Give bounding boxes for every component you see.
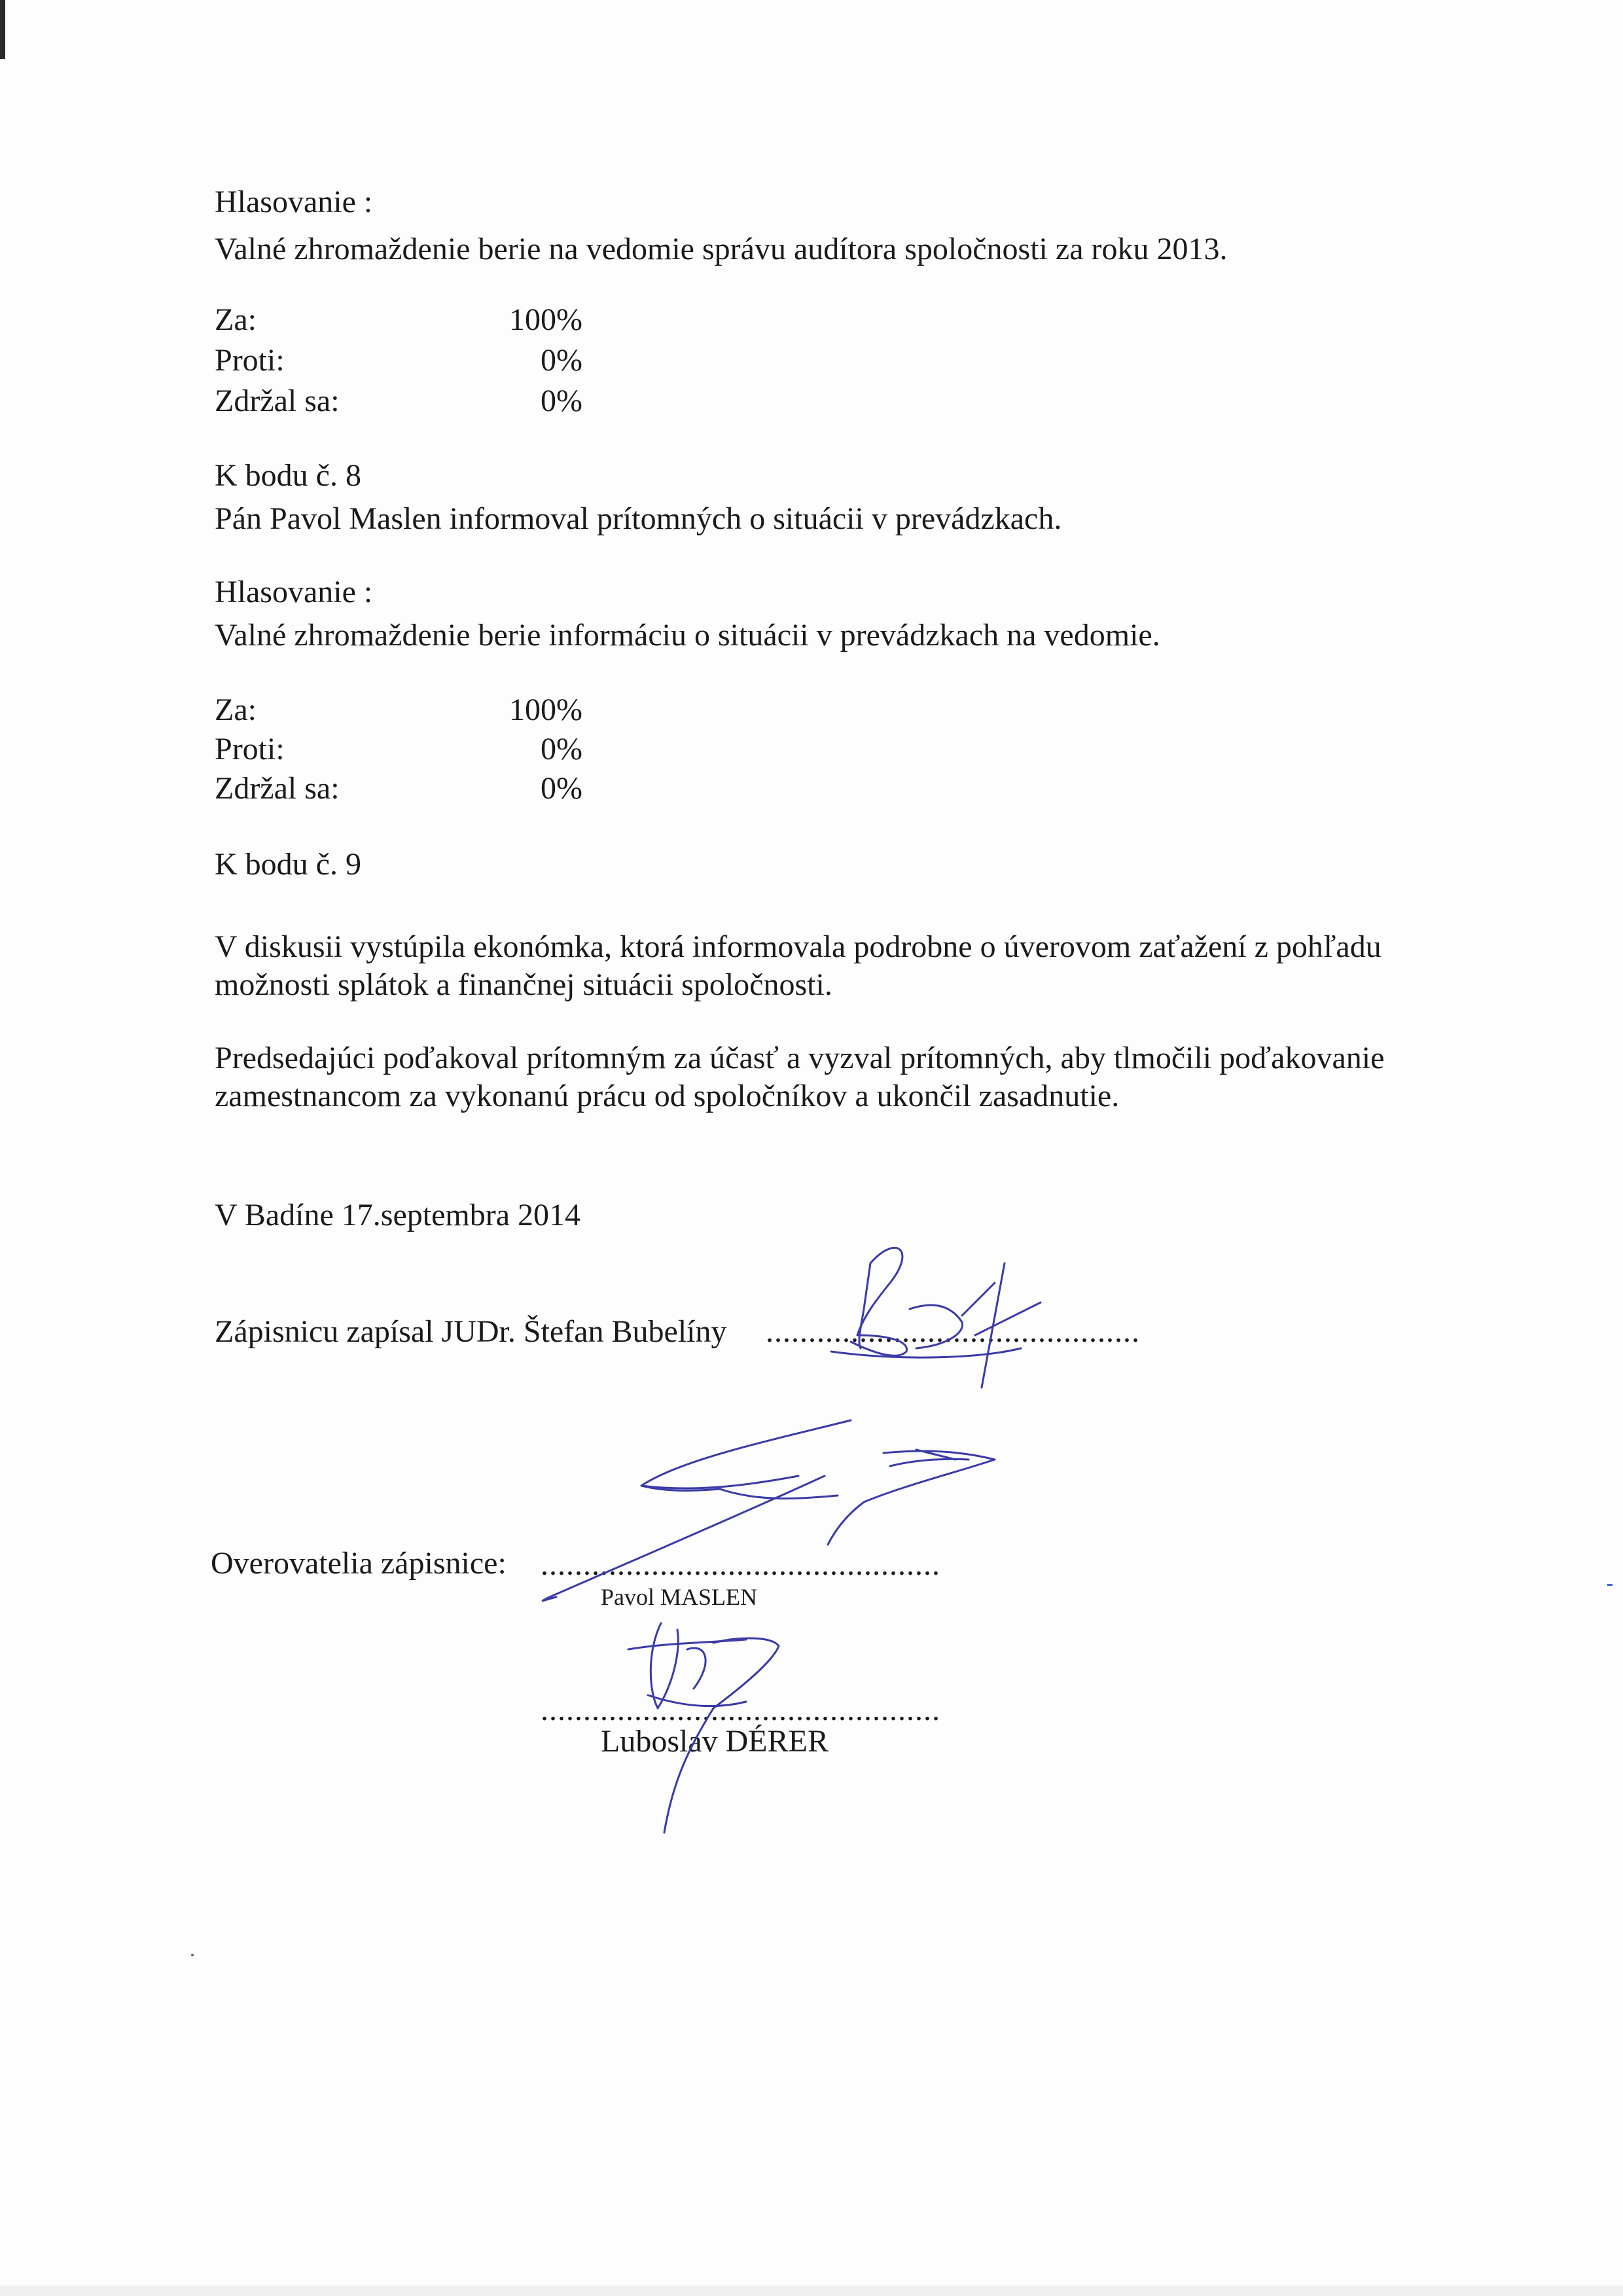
vote-for-label: Za: [215,302,257,337]
verifier1-signature-icon [497,1414,1060,1623]
section-text: Pán Pavol Maslen informoval prítomných o situácii v prevádzkach. [215,501,1062,536]
paragraph-line: zamestnancom za vykonanú prácu od spoločníkov a ukončil zasadnutie. [215,1079,1120,1113]
vote-heading: Hlasovanie : [215,575,373,609]
verifier-name: Luboslav DÉRER [601,1724,829,1759]
signature-line: ............................................ [766,1314,1140,1349]
signature-line: ............................................... [541,1693,940,1727]
paragraph-line: Predsedajúci poďakoval prítomným za účasť a vyzval prítomných, aby tlmočili poďakovanie [215,1041,1385,1075]
verifier-name: Pavol MASLEN [601,1584,758,1610]
recorder-signature-icon [825,1237,1060,1394]
vote-heading: Hlasovanie : [215,185,373,219]
verifier2-signature-icon [615,1610,798,1846]
vote-abstain-value: 0% [541,384,582,418]
verifiers-label: Overovatelia zápisnice: [211,1546,507,1581]
scan-edge-artifact [0,2286,1623,2296]
scan-edge-artifact [0,0,5,59]
recorder-label: Zápisnicu zapísal JUDr. Štefan Bubelíny [215,1314,727,1349]
paragraph-line: V diskusii vystúpila ekonómka, ktorá informovala podrobne o úverovom zaťažení z pohľadu [215,929,1382,964]
section-title: K bodu č. 8 [215,458,361,493]
scan-speck [191,1954,194,1956]
place-date: V Badíne 17.septembra 2014 [215,1198,581,1232]
vote-for-value: 100% [509,302,582,337]
resolution-text: Valné zhromaždenie berie na vedomie správu audítora spoločnosti za roku 2013. [215,232,1228,266]
resolution-text: Valné zhromaždenie berie informáciu o situácii v prevádzkach na vedomie. [215,618,1160,653]
vote-for-value: 100% [509,692,582,727]
vote-abstain-value: 0% [541,771,582,806]
scan-speck [1607,1584,1613,1586]
vote-for-label: Za: [215,692,257,727]
vote-against-value: 0% [541,732,582,766]
vote-against-value: 0% [541,343,582,378]
vote-against-label: Proti: [215,343,285,378]
signature-line: ............................................... [541,1547,940,1582]
paragraph-line: možnosti splátok a finančnej situácii spoločnosti. [215,967,832,1002]
vote-abstain-label: Zdržal sa: [215,771,340,806]
vote-against-label: Proti: [215,732,285,766]
section-title: K bodu č. 9 [215,847,361,882]
vote-abstain-label: Zdržal sa: [215,384,340,418]
